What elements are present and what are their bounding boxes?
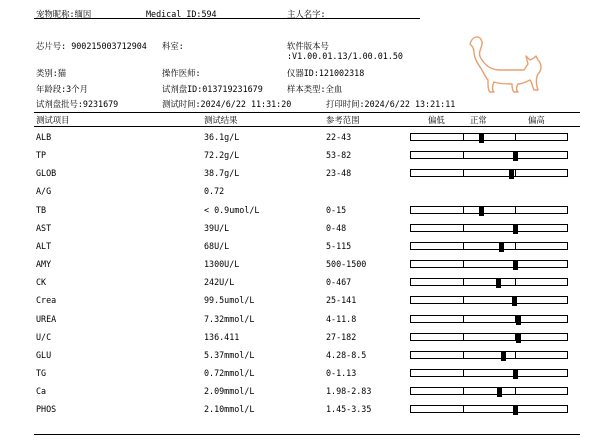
level-indicator-bar: [410, 242, 568, 250]
row-item-name: CK: [36, 277, 47, 287]
level-marker: [513, 369, 518, 379]
batch-number: 试剂盘批号:9231679: [36, 99, 119, 109]
level-marker: [516, 333, 521, 343]
row-result-value: 36.1g/L: [204, 132, 240, 142]
row-reference-range: 4.28-8.5: [326, 350, 367, 360]
row-reference-range: 0-48: [326, 223, 347, 233]
col-high-header: 偏高: [528, 115, 545, 125]
level-indicator-bar: [410, 296, 568, 304]
bar-divider: [463, 170, 464, 176]
level-marker: [499, 242, 504, 252]
row-result-value: 0.72mmol/L: [204, 368, 255, 378]
bar-divider: [515, 207, 516, 213]
sample-type: 样本类型:全血: [287, 84, 343, 94]
row-reference-range: 1.45-3.35: [326, 404, 372, 414]
row-result-value: 0.72: [204, 186, 225, 196]
level-indicator-bar: [410, 224, 568, 232]
col-item-header: 测试项目: [36, 115, 70, 125]
row-item-name: A/G: [36, 186, 52, 196]
bar-divider: [463, 370, 464, 376]
bar-divider: [463, 243, 464, 249]
pet-name: 宠物昵称:缅因: [36, 9, 92, 19]
bar-divider: [515, 388, 516, 394]
print-time: 打印时间:2024/6/22 13:21:11: [326, 99, 456, 109]
level-marker: [513, 405, 518, 415]
row-item-name: TB: [36, 205, 47, 215]
level-marker: [479, 206, 484, 216]
row-item-name: GLOB: [36, 168, 57, 178]
bar-divider: [463, 279, 464, 285]
level-marker: [512, 296, 517, 306]
row-result-value: 72.2g/L: [204, 150, 240, 160]
owner-name: 主人名字:: [287, 9, 326, 19]
row-result-value: 2.09mmol/L: [204, 386, 255, 396]
test-time: 测试时间:2024/6/22 11:31:20: [162, 99, 292, 109]
row-reference-range: 0-1.13: [326, 368, 357, 378]
category: 类别:猫: [36, 68, 67, 78]
bar-divider: [463, 352, 464, 358]
footer-rule: [34, 434, 580, 435]
row-result-value: < 0.9umol/L: [204, 205, 260, 215]
level-marker: [513, 151, 518, 161]
level-marker: [509, 169, 514, 179]
level-indicator-bar: [410, 151, 568, 159]
row-result-value: 2.10mmol/L: [204, 404, 255, 414]
col-result-header: 测试结果: [204, 115, 238, 125]
level-indicator-bar: [410, 369, 568, 377]
level-marker: [513, 260, 518, 270]
level-indicator-bar: [410, 387, 568, 395]
row-item-name: ALB: [36, 132, 52, 142]
row-item-name: UREA: [36, 314, 57, 324]
top-rule: [34, 18, 420, 19]
bar-divider: [463, 316, 464, 322]
bar-divider: [463, 261, 464, 267]
level-indicator-bar: [410, 315, 568, 323]
bar-divider: [463, 334, 464, 340]
row-item-name: ALT: [36, 241, 52, 251]
row-result-value: 136.411: [204, 332, 240, 342]
row-result-value: 38.7g/L: [204, 168, 240, 178]
row-reference-range: 27-182: [326, 332, 357, 342]
level-indicator-bar: [410, 333, 568, 341]
row-result-value: 68U/L: [204, 241, 230, 251]
chip-number: 芯片号: 900215003712904: [36, 41, 147, 51]
row-reference-range: 0-467: [326, 277, 352, 287]
bar-divider: [515, 134, 516, 140]
row-reference-range: 23-48: [326, 168, 352, 178]
level-indicator-bar: [410, 169, 568, 177]
row-item-name: GLU: [36, 350, 52, 360]
test-disk-id: 试剂盘ID:013719231679: [162, 84, 263, 94]
level-marker: [513, 224, 518, 234]
bar-divider: [463, 207, 464, 213]
level-indicator-bar: [410, 133, 568, 141]
level-indicator-bar: [410, 260, 568, 268]
level-indicator-bar: [410, 405, 568, 413]
header-rule-top: [34, 112, 580, 113]
row-reference-range: 0-15: [326, 205, 347, 215]
bar-divider: [463, 152, 464, 158]
department: 科室:: [162, 41, 184, 51]
level-indicator-bar: [410, 206, 568, 214]
level-marker: [496, 278, 501, 288]
row-reference-range: 1.98-2.83: [326, 386, 372, 396]
row-reference-range: 500-1500: [326, 259, 367, 269]
level-marker: [516, 315, 521, 325]
instrument-id: 仪器ID:121002318: [287, 68, 365, 78]
level-marker: [497, 387, 502, 397]
row-result-value: 242U/L: [204, 277, 235, 287]
bar-divider: [463, 297, 464, 303]
software-version-label: 软件版本号: [287, 41, 329, 51]
level-indicator-bar: [410, 351, 568, 359]
age-group: 年龄段:3个月: [36, 84, 88, 94]
software-version: :V1.00.01.13/1.00.01.50: [287, 51, 403, 61]
row-reference-range: 22-43: [326, 132, 352, 142]
row-item-name: PHOS: [36, 404, 57, 414]
row-result-value: 99.5umol/L: [204, 295, 255, 305]
row-item-name: AST: [36, 223, 52, 233]
col-normal-header: 正常: [470, 115, 487, 125]
row-reference-range: 4-11.8: [326, 314, 357, 324]
medical-id: Medical ID:594: [146, 9, 217, 19]
col-range-header: 参考范围: [326, 115, 360, 125]
bar-divider: [463, 406, 464, 412]
row-item-name: TG: [36, 368, 47, 378]
row-reference-range: 53-82: [326, 150, 352, 160]
row-reference-range: 25-141: [326, 295, 357, 305]
cat-logo-icon: [466, 30, 552, 96]
col-low-header: 偏低: [428, 115, 445, 125]
row-reference-range: 5-115: [326, 241, 352, 251]
operator: 操作医师:: [162, 68, 201, 78]
bar-divider: [463, 388, 464, 394]
level-marker: [479, 133, 484, 143]
row-result-value: 7.32mmol/L: [204, 314, 255, 324]
bar-divider: [515, 279, 516, 285]
bar-divider: [463, 134, 464, 140]
bar-divider: [463, 225, 464, 231]
row-result-value: 1300U/L: [204, 259, 240, 269]
bar-divider: [515, 170, 516, 176]
row-item-name: Ca: [36, 386, 47, 396]
level-marker: [501, 351, 506, 361]
bar-divider: [515, 352, 516, 358]
row-result-value: 39U/L: [204, 223, 230, 233]
row-item-name: AMY: [36, 259, 52, 269]
row-item-name: TP: [36, 150, 47, 160]
row-result-value: 5.37mmol/L: [204, 350, 255, 360]
row-item-name: Crea: [36, 295, 57, 305]
bar-divider: [515, 243, 516, 249]
row-item-name: U/C: [36, 332, 52, 342]
header-rule-bottom: [34, 126, 580, 127]
level-indicator-bar: [410, 278, 568, 286]
